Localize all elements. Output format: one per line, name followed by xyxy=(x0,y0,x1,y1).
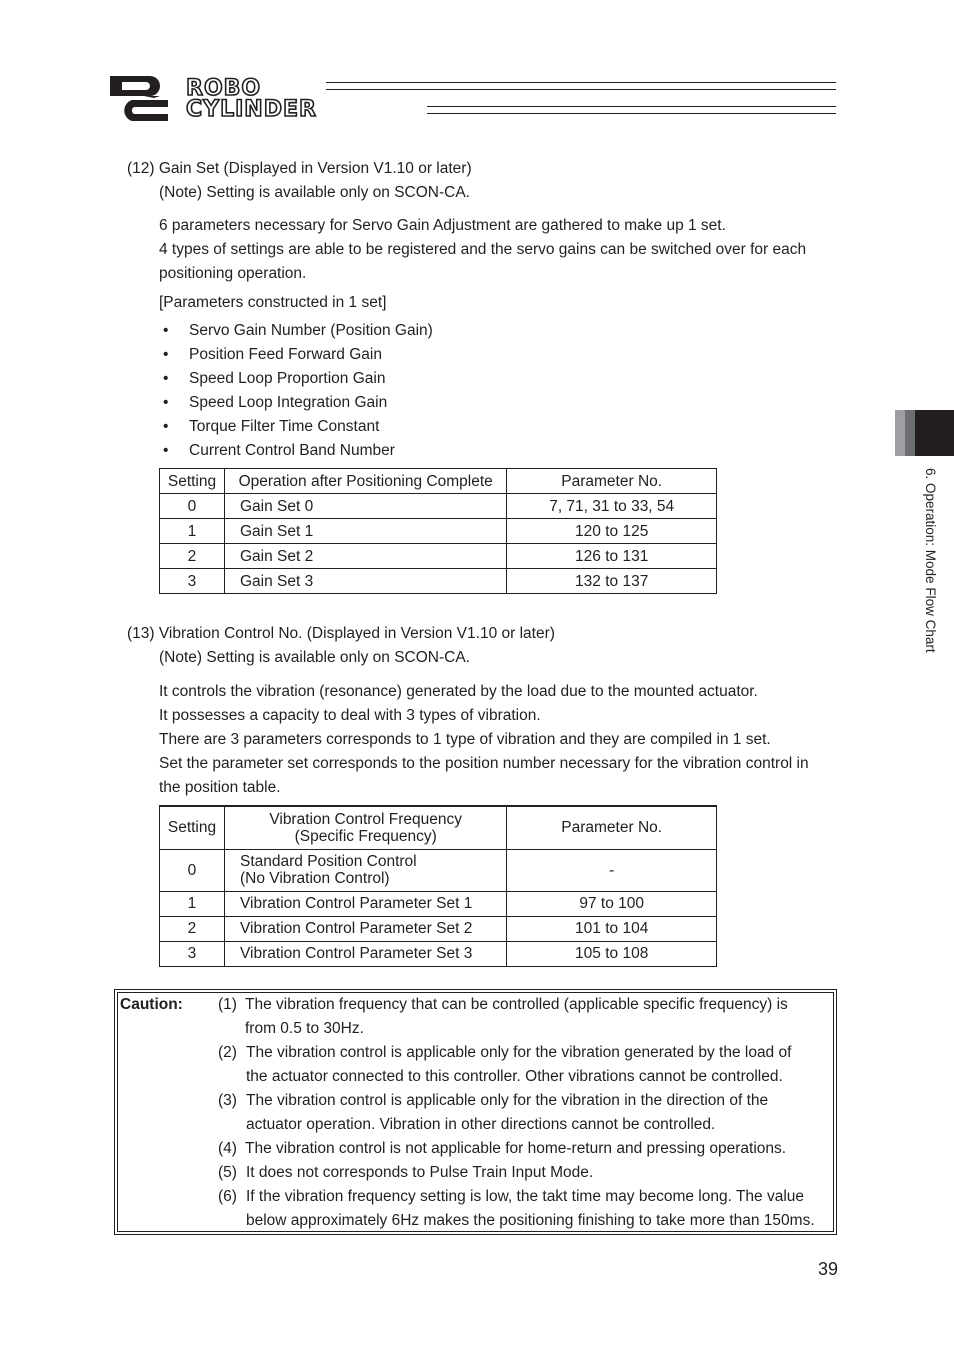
caution-item-text: The vibration frequency that can be controlled (applicable specific frequency) is xyxy=(245,996,788,1013)
header-rule-top xyxy=(326,82,836,90)
list-item: Position Feed Forward Gain xyxy=(189,346,382,363)
table-row xyxy=(160,849,717,891)
table-cell: 126 to 131 xyxy=(507,544,717,569)
table-header-line: Vibration Control Frequency xyxy=(269,810,463,828)
section-13-paragraph: There are 3 parameters corresponds to 1 type of vibration and they are compiled in 1 set. xyxy=(159,731,771,748)
section-12-paragraph: 6 parameters necessary for Servo Gain Adjustment are gathered to make up 1 set. xyxy=(159,217,726,234)
table-cell: 120 to 125 xyxy=(507,519,717,544)
table-cell: Gain Set 1 xyxy=(224,519,506,544)
table-cell xyxy=(224,849,506,891)
table-cell: 2 xyxy=(160,916,225,941)
table-cell: Vibration Control Parameter Set 3 xyxy=(224,941,506,966)
page-number: 39 xyxy=(818,1259,839,1279)
table-header-row xyxy=(160,806,717,849)
table-cell: 1 xyxy=(160,519,225,544)
caution-item-number: (6) xyxy=(218,1188,237,1205)
table-header-cell xyxy=(224,806,506,849)
table-cell: 3 xyxy=(160,941,225,966)
table-row xyxy=(160,569,717,594)
list-item: Current Control Band Number xyxy=(189,442,395,459)
caution-item-number: (2) xyxy=(218,1044,237,1061)
side-tab-stripe xyxy=(895,410,905,456)
list-item: Speed Loop Integration Gain xyxy=(189,394,388,411)
section-13-note: (Note) Setting is available only on SCON-CA. xyxy=(159,649,470,666)
section-13-paragraph: It possesses a capacity to deal with 3 types of vibration. xyxy=(159,707,541,724)
caution-item-text: The vibration control is applicable only for the vibration generated by the load of xyxy=(246,1044,792,1061)
section-13-paragraph: Set the parameter set corresponds to the position number necessary for the vibration control in xyxy=(159,755,809,772)
section-13-paragraph: the position table. xyxy=(159,779,281,796)
caution-item-text: below approximately 6Hz makes the positioning finishing to take more than 150ms. xyxy=(246,1212,815,1229)
table-header-cell: Setting xyxy=(160,806,225,849)
caution-item-text: actuator operation. Vibration in other directions cannot be controlled. xyxy=(246,1116,716,1133)
table-header-row xyxy=(160,469,717,494)
table-cell: Vibration Control Parameter Set 2 xyxy=(224,916,506,941)
table-cell: 97 to 100 xyxy=(507,891,717,916)
caution-item-text: the actuator connected to this controller. Other vibrations cannot be controlled. xyxy=(246,1068,783,1085)
table-row xyxy=(160,494,717,519)
table-row xyxy=(160,891,717,916)
table-row xyxy=(160,544,717,569)
table-cell: 2 xyxy=(160,544,225,569)
table-row xyxy=(160,519,717,544)
list-item: Torque Filter Time Constant xyxy=(189,418,380,435)
table-cell: 105 to 108 xyxy=(507,941,717,966)
bullet-icon: • xyxy=(163,370,169,387)
table-cell: Gain Set 3 xyxy=(224,569,506,594)
table-cell: 1 xyxy=(160,891,225,916)
table-cell-line: (No Vibration Control) xyxy=(239,870,390,887)
table-cell: Gain Set 0 xyxy=(224,494,506,519)
table-cell: 7, 71, 31 to 33, 54 xyxy=(507,494,717,519)
table-cell-line: Standard Position Control xyxy=(239,853,417,870)
bullet-icon: • xyxy=(163,346,169,363)
side-tab-block xyxy=(915,410,954,456)
table-cell: - xyxy=(507,849,717,891)
table-header-cell: Parameter No. xyxy=(507,469,717,494)
caution-item-text: The vibration control is not applicable for home-return and pressing operations. xyxy=(245,1140,787,1157)
logo-text-cylinder: CYLINDER xyxy=(186,97,317,122)
table-header-cell: Parameter No. xyxy=(507,806,717,849)
section-12-heading: (12) Gain Set (Displayed in Version V1.10 or later) xyxy=(127,160,472,177)
caution-item-number: (3) xyxy=(218,1092,237,1109)
chapter-side-label: 6. Operation: Mode Flow Chart xyxy=(923,468,938,653)
gain-set-table xyxy=(159,468,717,594)
table-cell: 3 xyxy=(160,569,225,594)
section-13-paragraph: It controls the vibration (resonance) generated by the load due to the mounted actuator. xyxy=(159,683,758,700)
caution-item-number: (1) xyxy=(218,996,237,1013)
bullet-icon: • xyxy=(163,418,169,435)
section-12-paragraph: positioning operation. xyxy=(159,265,307,282)
caution-title: Caution: xyxy=(120,996,183,1013)
section-12-paragraph: 4 types of settings are able to be registered and the servo gains can be switched over for each xyxy=(159,241,807,258)
table-header-cell: Operation after Positioning Complete xyxy=(224,469,506,494)
section-12-note: (Note) Setting is available only on SCON-CA. xyxy=(159,184,470,201)
list-item: Servo Gain Number (Position Gain) xyxy=(189,322,433,339)
caution-item-text: It does not corresponds to Pulse Train Input Mode. xyxy=(246,1164,594,1181)
table-cell: Gain Set 2 xyxy=(224,544,506,569)
bullet-icon: • xyxy=(163,394,169,411)
parameter-list-title: [Parameters constructed in 1 set] xyxy=(159,294,387,311)
table-cell: 132 to 137 xyxy=(507,569,717,594)
caution-item-number: (5) xyxy=(218,1164,237,1181)
caution-item-number: (4) xyxy=(218,1140,237,1157)
table-cell: 0 xyxy=(160,494,225,519)
side-tab-stripe xyxy=(905,410,915,456)
header-rule-bottom xyxy=(427,106,836,114)
bullet-icon: • xyxy=(163,442,169,459)
table-cell: 0 xyxy=(160,849,225,891)
table-header-line: (Specific Frequency) xyxy=(294,827,437,845)
list-item: Speed Loop Proportion Gain xyxy=(189,370,386,387)
table-cell: 101 to 104 xyxy=(507,916,717,941)
table-header-cell: Setting xyxy=(160,469,225,494)
robo-cylinder-logo-icon xyxy=(108,74,182,122)
caution-item-text: The vibration control is applicable only for the vibration in the direction of the xyxy=(246,1092,769,1109)
table-row xyxy=(160,941,717,966)
table-cell: Vibration Control Parameter Set 1 xyxy=(224,891,506,916)
section-13-heading: (13) Vibration Control No. (Displayed in Version V1.10 or later) xyxy=(127,625,555,642)
bullet-icon: • xyxy=(163,322,169,339)
vibration-control-table xyxy=(159,805,717,967)
caution-item-text: from 0.5 to 30Hz. xyxy=(245,1020,364,1037)
logo-text-robo: ROBO xyxy=(186,76,262,101)
caution-item-text: If the vibration frequency setting is low, the takt time may become long. The value xyxy=(246,1188,805,1205)
table-row xyxy=(160,916,717,941)
